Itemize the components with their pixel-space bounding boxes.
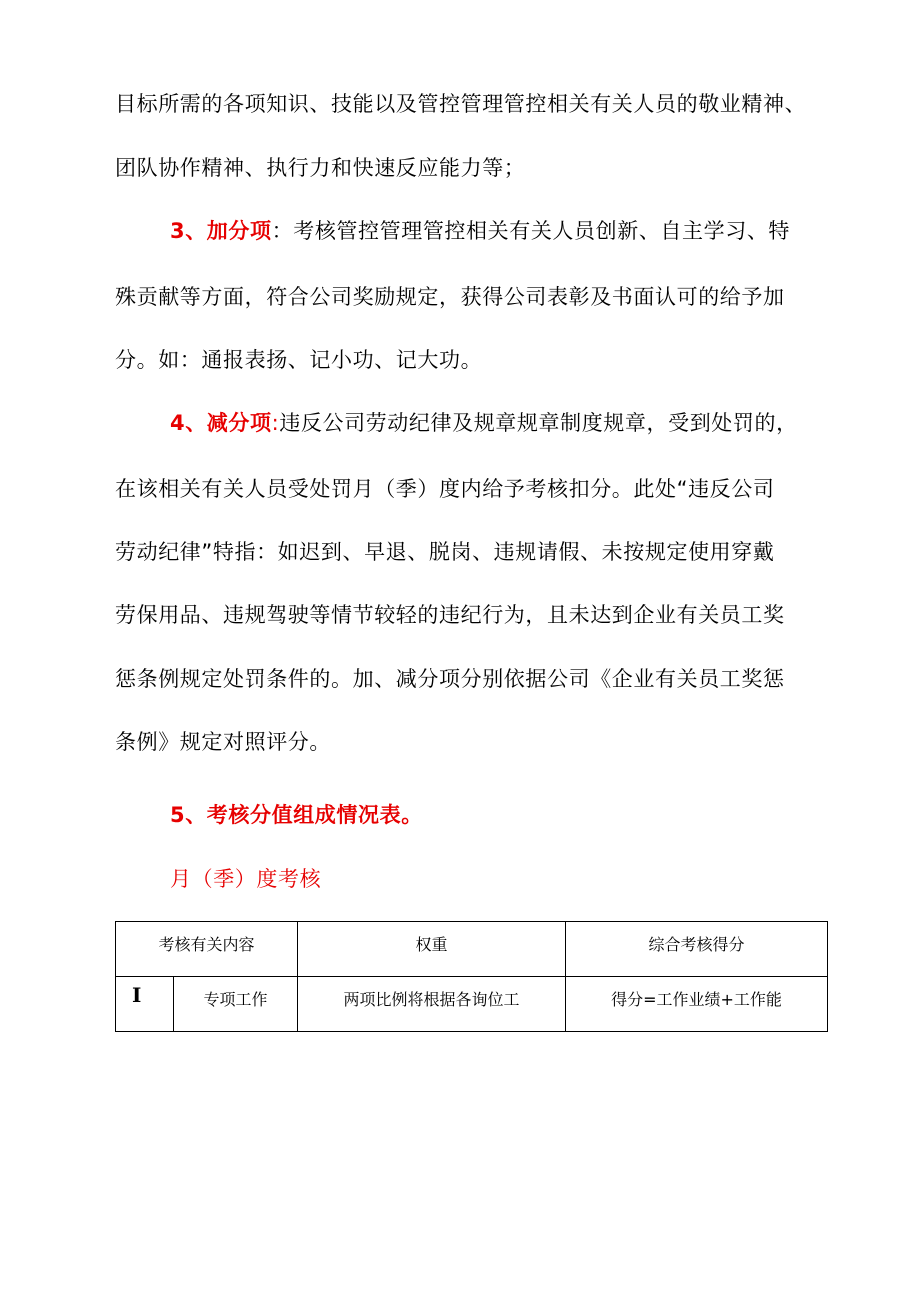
item-4-text: 违反公司劳动纪律及规章规章制度规章，受到处罚的， — [279, 411, 798, 435]
paragraph-line: 团队协作精神、执行力和快速反应能力等； — [115, 156, 526, 180]
item-3-line — [170, 216, 790, 246]
table-header-row — [116, 922, 828, 977]
paragraph-line: 条例》规定对照评分。 — [115, 730, 331, 754]
header-score: 综合考核得分 — [566, 922, 828, 977]
paragraph-line: 殊贡献等方面，符合公司奖励规定，获得公司表彰及书面认可的给予加 — [115, 285, 785, 309]
paragraph-line: 劳动纪律”特指：如迟到、早退、脱岗、违规请假、未按规定使用穿戴 — [115, 540, 775, 564]
item-5-heading: 5、考核分值组成情况表。 — [170, 803, 423, 827]
paragraph-line: 分。如：通报表扬、记小功、记大功。 — [115, 348, 483, 372]
score-table — [115, 921, 828, 1032]
item-4-colon: : — [271, 411, 280, 435]
table-row — [116, 977, 828, 1032]
header-content: 考核有关内容 — [116, 922, 298, 977]
paragraph-line: 劳保用品、违规驾驶等情节较轻的违纪行为，且未达到企业有关员工奖 — [115, 603, 785, 627]
item-3-text: 考核管控管理管控相关有关人员创新、自主学习、特 — [293, 219, 791, 243]
paragraph-line: 目标所需的各项知识、技能以及管控管理管控相关有关人员的敬业精神、 — [115, 92, 807, 116]
row-index: I — [116, 977, 174, 1032]
row-score: 得分=工作业绩+工作能 — [566, 977, 828, 1032]
item-4-label: 4、减分项 — [170, 411, 272, 435]
row-weight: 两项比例将根据各询位工 — [298, 977, 566, 1032]
row-item: 专项工作 — [174, 977, 298, 1032]
item-3-colon: ： — [271, 219, 294, 243]
header-weight: 权重 — [298, 922, 566, 977]
paragraph-line: 惩条例规定处罚条件的。加、减分项分别依据公司《企业有关员工奖惩 — [115, 667, 785, 691]
item-4-line — [170, 408, 798, 438]
paragraph-line: 在该相关有关人员受处罚月（季）度内给予考核扣分。此处“违反公司 — [115, 477, 775, 501]
table-caption: 月（季）度考核 — [170, 867, 322, 891]
item-3-label: 3、加分项 — [170, 219, 272, 243]
